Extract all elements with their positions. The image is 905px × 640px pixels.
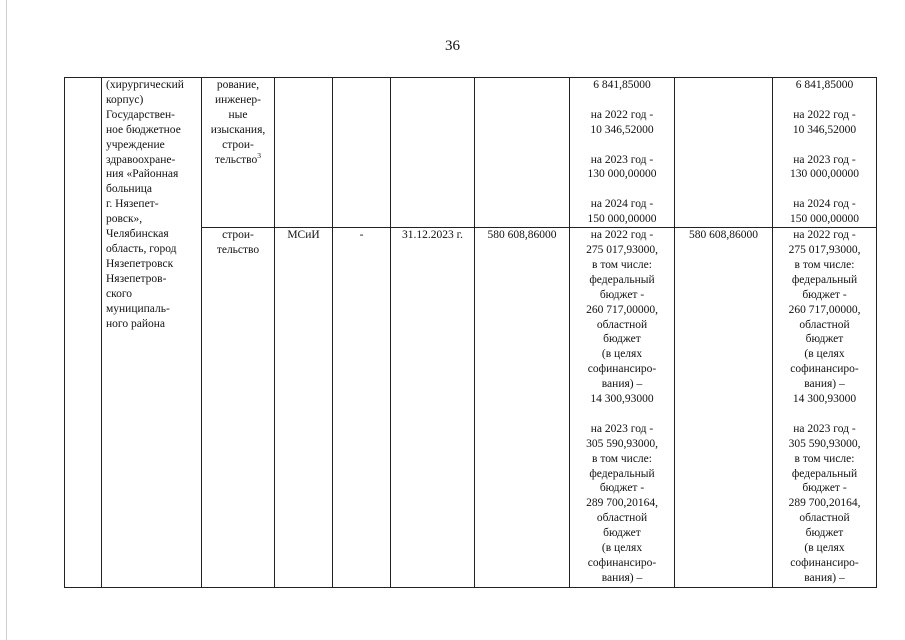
stage-text: рование, инженер- ные изыскания, строи- тельство <box>210 79 266 166</box>
investment-objects-table <box>64 77 877 588</box>
table-row <box>65 78 877 228</box>
customer-cell: МСиИ <box>275 228 333 588</box>
deadline-cell: 31.12.2023 г. <box>391 228 475 588</box>
dash-cell: - <box>333 228 391 588</box>
footnote-marker: 3 <box>257 150 262 160</box>
stage-cell <box>202 78 275 228</box>
cost-cell: 580 608,86000 <box>475 228 570 588</box>
dash-cell <box>333 78 391 228</box>
page-number: 36 <box>445 38 460 54</box>
funding-cell: на 2022 год - 275 017,93000, в том числе: федеральный бюджет - 260 717,00000, областной бюджет (в целях софинансиро- вания) – 14 300,93000 на 2023 год - 305 590,93000, в том числе: федеральный бюджет - 289 700,20164, областной бюджет (в целях софинансиро- вания) – <box>570 228 675 588</box>
deadline-cell <box>391 78 475 228</box>
funding-total-cell: на 2022 год - 275 017,93000, в том числе: федеральный бюджет - 260 717,00000, областной бюджет (в целях софинансиро- вания) – 14 300,93000 на 2023 год - 305 590,93000, в том числе: федеральный бюджет - 289 700,20164, областной бюджет (в целях софинансиро- вания) – <box>773 228 877 588</box>
cost-cell <box>475 78 570 228</box>
stage-cell: строи- тельство <box>202 228 275 588</box>
cost-total-cell <box>675 78 773 228</box>
row-number-cell <box>65 78 102 588</box>
customer-cell <box>275 78 333 228</box>
object-name-cell: (хирургический корпус) Государствен- ное бюджетное учреждение здравоохране- ния «Районная больница г. Нязепет- ровск», Челябинская область, город Нязепетровск Нязепетров- ского муниципаль- ного района <box>102 78 202 588</box>
cost-total-cell: 580 608,86000 <box>675 228 773 588</box>
page-binding-line <box>6 0 7 640</box>
funding-total-cell: 6 841,85000 на 2022 год - 10 346,52000 на 2023 год - 130 000,00000 на 2024 год - 150 000,00000 <box>773 78 877 228</box>
funding-cell: 6 841,85000 на 2022 год - 10 346,52000 на 2023 год - 130 000,00000 на 2024 год - 150 000,00000 <box>570 78 675 228</box>
